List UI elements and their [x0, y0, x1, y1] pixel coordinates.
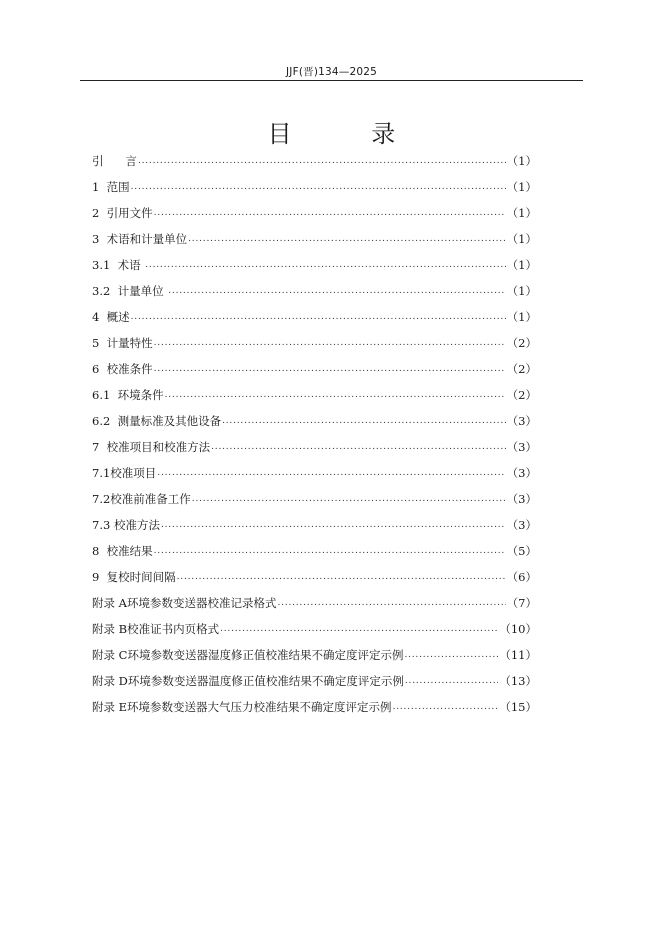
toc-entry-7-1[interactable]: [92, 458, 537, 484]
toc-entry-label: 引 言: [92, 154, 137, 168]
dot-leader: [177, 570, 506, 584]
toc-entry-page: （13）: [499, 674, 537, 688]
toc-entry-label: 8 校准结果: [92, 544, 153, 558]
dot-leader: [405, 674, 498, 688]
toc-entry-appendix-b[interactable]: [92, 614, 537, 640]
toc-entry-page: （1）: [506, 258, 537, 272]
dot-leader: [188, 232, 506, 246]
toc-entry-7-3[interactable]: [92, 510, 537, 536]
toc-entry-3-2[interactable]: [92, 276, 537, 302]
toc-entry-3[interactable]: [92, 224, 537, 250]
toc-entry-label: 附录 D环境参数变送器温度修正值校准结果不确定度评定示例: [92, 674, 404, 688]
dot-leader: [138, 154, 506, 168]
toc-entry-appendix-c[interactable]: [92, 640, 537, 666]
dot-leader: [222, 414, 506, 428]
toc-entry-label: 附录 C环境参数变送器湿度修正值校准结果不确定度评定示例: [92, 648, 404, 662]
toc-entry-1[interactable]: [92, 172, 537, 198]
dot-leader: [154, 206, 506, 220]
toc-entry-page: （2）: [506, 362, 537, 376]
toc-entry-label: 7.2校准前准备工作: [92, 492, 191, 506]
dot-leader: [165, 388, 506, 402]
toc-entry-6[interactable]: [92, 354, 537, 380]
toc-entry-2[interactable]: [92, 198, 537, 224]
dot-leader: [161, 518, 506, 532]
dot-leader: [404, 648, 498, 662]
dot-leader: [131, 180, 506, 194]
toc-entry-page: （6）: [506, 570, 537, 584]
toc-entry-7[interactable]: [92, 432, 537, 458]
dot-leader: [168, 284, 505, 298]
toc-entry-label: 7.1校准项目: [92, 466, 157, 480]
toc-entry-appendix-a[interactable]: [92, 588, 537, 614]
toc-entry-label: 3.1 术语: [92, 258, 145, 272]
table-of-contents: [92, 146, 537, 718]
toc-entry-8[interactable]: [92, 536, 537, 562]
toc-entry-page: （3）: [506, 414, 537, 428]
toc-entry-page: （1）: [506, 310, 537, 324]
dot-leader: [145, 258, 505, 272]
toc-entry-page: （1）: [506, 154, 537, 168]
dot-leader: [157, 466, 505, 480]
running-header: JJF(晋)134—2025: [286, 66, 377, 78]
dot-leader: [393, 700, 499, 714]
toc-entry-label: 2 引用文件: [92, 206, 153, 220]
toc-entry-6-1[interactable]: [92, 380, 537, 406]
dot-leader: [154, 336, 506, 350]
toc-entry-appendix-e[interactable]: [92, 692, 537, 718]
toc-entry-page: （3）: [506, 466, 537, 480]
toc-entry-9[interactable]: [92, 562, 537, 588]
toc-entry-page: （1）: [506, 284, 537, 298]
toc-entry-label: 5 计量特性: [92, 336, 153, 350]
toc-entry-label: 附录 A环境参数变送器校准记录格式: [92, 596, 277, 610]
dot-leader: [154, 362, 506, 376]
toc-entry-3-1[interactable]: [92, 250, 537, 276]
toc-entry-6-2[interactable]: [92, 406, 537, 432]
toc-entry-appendix-d[interactable]: [92, 666, 537, 692]
dot-leader: [192, 492, 506, 506]
toc-entry-page: （2）: [506, 388, 537, 402]
toc-entry-page: （5）: [506, 544, 537, 558]
dot-leader: [154, 544, 506, 558]
toc-entry-4[interactable]: [92, 302, 537, 328]
toc-entry-label: 1 范围: [92, 180, 130, 194]
toc-entry-label: 附录 B校准证书内页格式: [92, 622, 220, 636]
toc-entry-label: 6 校准条件: [92, 362, 153, 376]
toc-entry-page: （1）: [506, 206, 537, 220]
toc-entry-foreword[interactable]: [92, 146, 537, 172]
toc-entry-label: 7.3 校准方法: [92, 518, 160, 532]
toc-entry-page: （2）: [506, 336, 537, 350]
toc-entry-page: （11）: [499, 648, 537, 662]
toc-entry-page: （1）: [506, 180, 537, 194]
dot-leader: [277, 596, 505, 610]
dot-leader: [131, 310, 506, 324]
dot-leader: [220, 622, 498, 636]
toc-entry-label: 附录 E环境参数变送器大气压力校准结果不确定度评定示例: [92, 700, 392, 714]
toc-entry-page: （1）: [506, 232, 537, 246]
toc-entry-page: （10）: [499, 622, 537, 636]
toc-entry-page: （7）: [506, 596, 537, 610]
toc-entry-7-2[interactable]: [92, 484, 537, 510]
toc-entry-page: （3）: [506, 518, 537, 532]
toc-entry-label: 7 校准项目和校准方法: [92, 440, 211, 454]
toc-entry-page: （15）: [499, 700, 537, 714]
toc-entry-page: （3）: [506, 440, 537, 454]
toc-entry-5[interactable]: [92, 328, 537, 354]
toc-entry-label: 3.2 计量单位: [92, 284, 168, 298]
toc-entry-label: 3 术语和计量单位: [92, 232, 188, 246]
toc-entry-label: 4 概述: [92, 310, 130, 324]
toc-entry-label: 6.1 环境条件: [92, 388, 164, 402]
page-title: 目 录: [267, 120, 432, 148]
header-rule: [80, 80, 583, 81]
toc-entry-page: （3）: [506, 492, 537, 506]
toc-entry-label: 6.2 测量标准及其他设备: [92, 414, 222, 428]
dot-leader: [211, 440, 506, 454]
toc-entry-label: 9 复校时间间隔: [92, 570, 176, 584]
